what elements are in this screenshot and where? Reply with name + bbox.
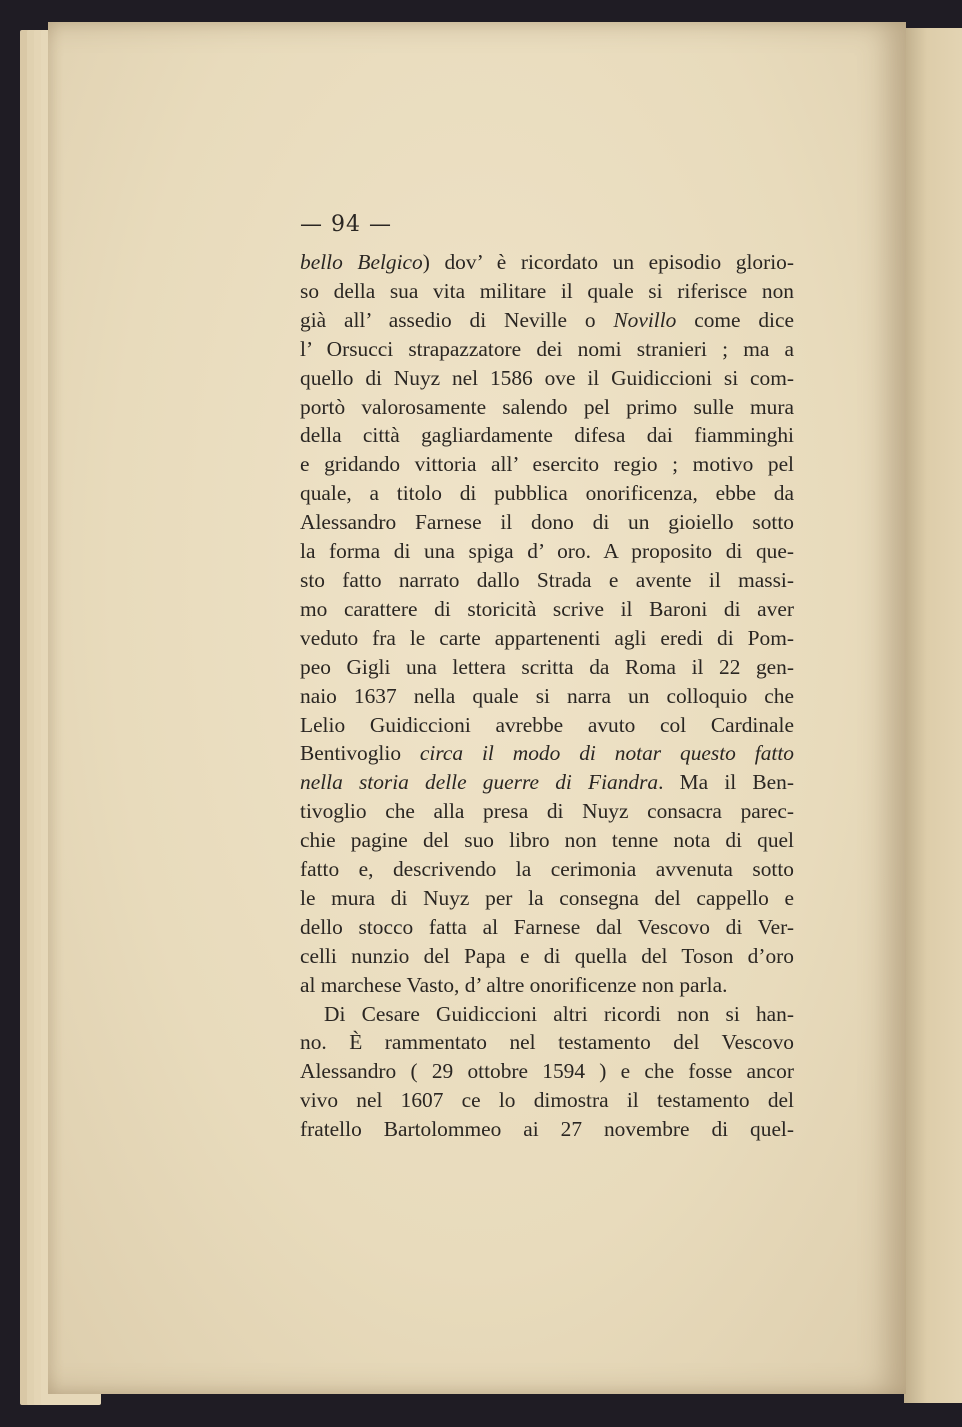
text-segment: fratello Bartolommeo ai 27 novembre di quel- [300, 1117, 794, 1142]
text-line [300, 624, 794, 653]
text-line [300, 711, 794, 740]
text-line [300, 479, 794, 508]
text-line [300, 913, 794, 942]
text-line [300, 739, 794, 768]
text-segment: della città gagliardamente difesa dai fiamminghi [300, 423, 794, 448]
text-segment: Alessandro ( 29 ottobre 1594 ) e che fosse ancor [300, 1059, 794, 1084]
text-line [300, 566, 794, 595]
text-line [300, 421, 794, 450]
italic-text-segment: bello Belgico [300, 250, 423, 274]
text-segment: peo Gigli una lettera scritta da Roma il 22 gen- [300, 654, 794, 679]
text-line [300, 508, 794, 537]
text-segment: al marchese Vasto, d’ altre onorificenze non parla. [300, 972, 728, 997]
text-segment: no. È rammentato nel testamento del Vescovo [300, 1030, 794, 1055]
text-line [300, 797, 794, 826]
text-segment: portò valorosamente salendo pel primo sulle mura [300, 394, 794, 419]
text-line [300, 364, 794, 393]
text-segment: le mura di Nuyz per la consegna del cappello e [300, 885, 794, 910]
text-segment: naio 1637 nella quale si narra un colloquio che [300, 683, 794, 708]
text-segment: come dice [676, 307, 794, 332]
text-line [300, 1028, 794, 1057]
text-segment: l’ Orsucci strapazzatore dei nomi stranieri ; ma a [300, 336, 794, 361]
text-line [300, 248, 794, 277]
text-line [300, 1115, 794, 1144]
text-line [300, 768, 794, 797]
italic-text-segment: nella storia delle guerre di Fiandra [300, 770, 659, 795]
text-line [300, 971, 794, 1000]
text-line [300, 826, 794, 855]
text-segment: dello stocco fatta al Farnese dal Vescovo di Ver- [300, 914, 794, 939]
text-line [300, 393, 794, 422]
text-segment: tivoglio che alla presa di Nuyz consacra parec- [300, 799, 794, 824]
text-segment: Di Cesare Guidiccioni altri ricordi non si han- [324, 1001, 794, 1026]
text-segment: ) dov’ è ricordato un episodio glorio- [422, 250, 794, 274]
book-page [48, 22, 906, 1394]
text-segment: Lelio Guidiccioni avrebbe avuto col Cardinale [300, 712, 794, 737]
text-line [300, 682, 794, 711]
text-segment: fatto e, descrivendo la cerimonia avvenuta sotto [300, 857, 794, 882]
text-line [300, 1057, 794, 1086]
text-line [300, 306, 794, 335]
text-segment: e gridando vittoria all’ esercito regio ; motivo pel [300, 452, 794, 477]
text-segment: Bentivoglio [300, 741, 420, 766]
text-segment: chie pagine del suo libro non tenne nota di quel [300, 828, 794, 853]
italic-text-segment: circa il modo di notar questo fatto [419, 741, 794, 766]
text-segment: Alessandro Farnese il dono di un gioiello sotto [300, 510, 794, 535]
text-segment: sto fatto narrato dallo Strada e avente il massi- [300, 567, 794, 592]
text-segment: so della sua vita militare il quale si riferisce non [300, 278, 794, 303]
text-segment: già all’ assedio di Neville o [300, 307, 614, 332]
text-line [300, 942, 794, 971]
text-line [300, 653, 794, 682]
text-line [300, 595, 794, 624]
text-segment: celli nunzio del Papa e di quella del Toson d’oro [300, 943, 794, 968]
facing-page-edge [904, 28, 962, 1403]
text-line [300, 1000, 794, 1029]
text-line [300, 1086, 794, 1115]
text-segment: la forma di una spiga d’ oro. A proposito di que- [300, 539, 794, 564]
text-line [300, 884, 794, 913]
text-line [300, 450, 794, 479]
text-segment: veduto fra le carte appartenenti agli eredi di Pom- [300, 625, 794, 650]
text-segment: vivo nel 1607 ce lo dimostra il testamento del [300, 1088, 794, 1113]
text-line [300, 537, 794, 566]
page-number: — 94 — [300, 212, 392, 237]
page-body-text [300, 248, 794, 1144]
italic-text-segment: Novillo [613, 307, 677, 332]
text-segment: mo carattere di storicità scrive il Baroni di aver [300, 596, 794, 621]
text-line [300, 335, 794, 364]
text-line [300, 277, 794, 306]
text-line [300, 855, 794, 884]
text-segment: . Ma il Ben- [658, 770, 794, 795]
text-segment: quale, a titolo di pubblica onorificenza, ebbe da [300, 481, 794, 506]
text-segment: quello di Nuyz nel 1586 ove il Guidiccioni si com- [300, 365, 794, 390]
